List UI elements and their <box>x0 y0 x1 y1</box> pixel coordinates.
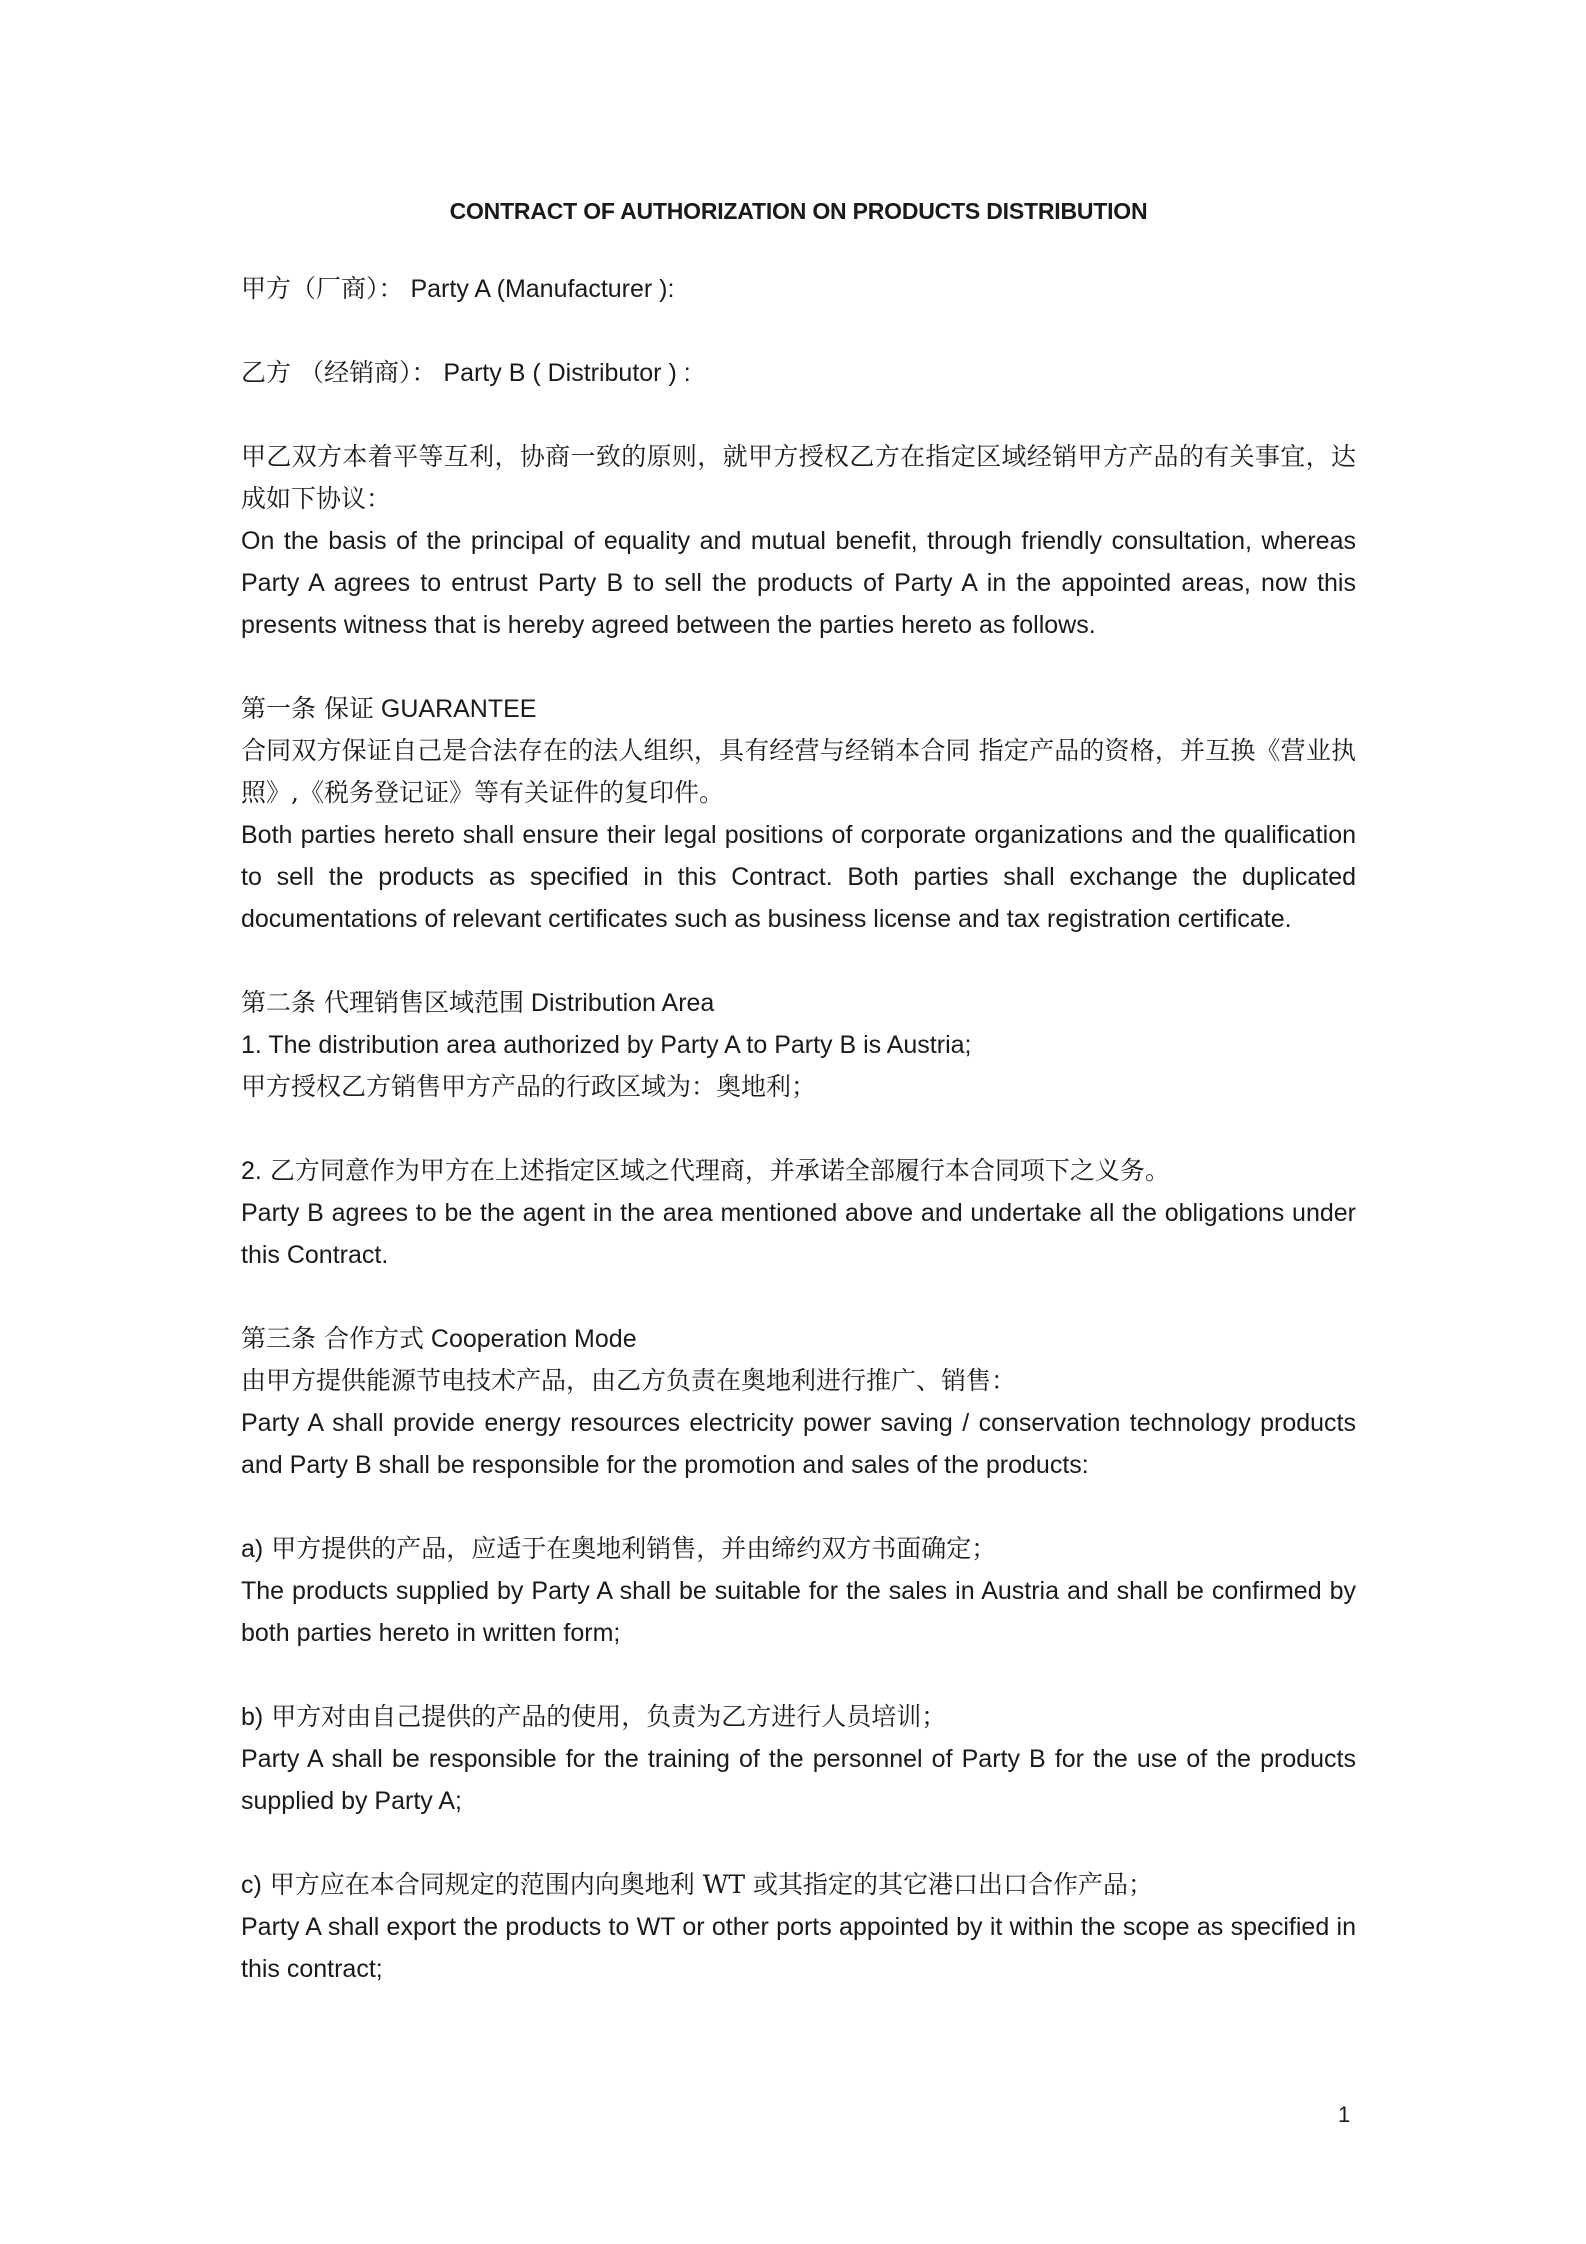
article-3-item-a-zh-line <box>241 1528 1356 1570</box>
article-3-item-b-label: b) <box>241 1703 264 1731</box>
article-1-heading <box>241 688 1356 730</box>
article-3-item-c-zh-line <box>241 1864 1356 1906</box>
party-a-line <box>241 268 1356 310</box>
article-3-item-c-zh: 甲方应在本合同规定的范围内向奥地利 WT 或其指定的其它港口出口合作产品； <box>269 1870 1154 1899</box>
party-a-label-en: Party A (Manufacturer ): <box>410 275 675 303</box>
article-1-body-en: Both parties hereto shall ensure their legal positions of corporate organizations and the qualification to sell the products as specified in this Contract. Both parties shall exchange the duplicated documentations of relevant certificates such as business license and tax registration certificate. <box>241 821 1356 933</box>
article-3-item-c-label: c) <box>241 1871 262 1899</box>
article-3-body-zh: 由甲方提供能源节电技术产品，由乙方负责在奥地利进行推广、销售： <box>241 1366 1017 1395</box>
document-title: CONTRACT OF AUTHORIZATION ON PRODUCTS DISTRIBUTION <box>449 198 1148 224</box>
article-2-item-2-zh: 乙方同意作为甲方在上述指定区域之代理商，并承诺全部履行本合同项下之义务。 <box>269 1156 1170 1185</box>
article-3-item-c-en: Party A shall export the products to WT or other ports appointed by it within the scope as specified in this contract; <box>241 1913 1356 1983</box>
party-b-label-zh: 乙方 （经销商）： <box>241 358 437 387</box>
article-2 <box>241 982 1356 1108</box>
article-2-item-1-zh: 甲方授权乙方销售甲方产品的行政区域为：奥地利； <box>241 1072 817 1101</box>
article-3-item-c <box>241 1864 1356 1990</box>
party-a-label-zh: 甲方（厂商）： <box>241 274 404 303</box>
article-3-heading-zh: 第三条 合作方式 <box>241 1324 424 1353</box>
article-3-item-b-zh-line <box>241 1696 1356 1738</box>
party-b-line <box>241 352 1356 394</box>
article-3-body-en: Party A shall provide energy resources electricity power saving / conservation technology products and Party B shall be responsible for the promotion and sales of the products: <box>241 1409 1356 1479</box>
party-b-label-en: Party B ( Distributor ) : <box>443 359 691 387</box>
article-3-item-b-zh: 甲方对由自己提供的产品的使用，负责为乙方进行人员培训； <box>271 1702 947 1731</box>
article-2-item-2-en: Party B agrees to be the agent in the area mentioned above and undertake all the obligations under this Contract. <box>241 1199 1356 1269</box>
article-2-item-1-en: 1. The distribution area authorized by Party A to Party B is Austria; <box>241 1031 972 1059</box>
article-3-item-a-label: a) <box>241 1535 264 1563</box>
article-1-heading-zh: 第一条 保证 <box>241 694 374 723</box>
article-2-heading-zh: 第二条 代理销售区域范围 <box>241 988 524 1017</box>
document-body <box>241 190 1356 1990</box>
article-3-item-a <box>241 1528 1356 1654</box>
article-2-item-2-number: 2. <box>241 1157 262 1185</box>
page-number: 1 <box>1338 2102 1351 2127</box>
article-2-heading <box>241 982 1356 1024</box>
article-3-item-b-en: Party A shall be responsible for the training of the personnel of Party B for the use of the products supplied by Party A; <box>241 1745 1356 1815</box>
article-3-item-b <box>241 1696 1356 1822</box>
preamble <box>241 436 1356 646</box>
article-2-heading-en: Distribution Area <box>530 989 715 1017</box>
article-3 <box>241 1318 1356 1486</box>
article-2-item-2 <box>241 1150 1356 1276</box>
preamble-zh: 甲乙双方本着平等互利，协商一致的原则，就甲方授权乙方在指定区域经销甲方产品的有关事宜，达成如下协议： <box>241 442 1356 513</box>
article-3-heading-en: Cooperation Mode <box>430 1325 637 1353</box>
article-1-body-zh: 合同双方保证自己是合法存在的法人组织，具有经营与经销本合同 指定产品的资格，并互换《营业执照》,《税务登记证》等有关证件的复印件。 <box>241 736 1356 807</box>
article-2-item-2-zh-line <box>241 1150 1356 1192</box>
article-3-item-a-zh: 甲方提供的产品，应适于在奥地利销售，并由缔约双方书面确定； <box>271 1534 997 1563</box>
article-3-item-a-en: The products supplied by Party A shall be suitable for the sales in Austria and shall be confirmed by both parties hereto in written form; <box>241 1577 1356 1647</box>
article-1-heading-en: GUARANTEE <box>380 695 537 723</box>
preamble-en: On the basis of the principal of equality and mutual benefit, through friendly consultation, whereas Party A agrees to entrust Party B to sell the products of Party A in the appointed areas, now this presents witness that is hereby agreed between the parties hereto as follows. <box>241 527 1356 639</box>
article-3-heading <box>241 1318 1356 1360</box>
article-1 <box>241 688 1356 940</box>
